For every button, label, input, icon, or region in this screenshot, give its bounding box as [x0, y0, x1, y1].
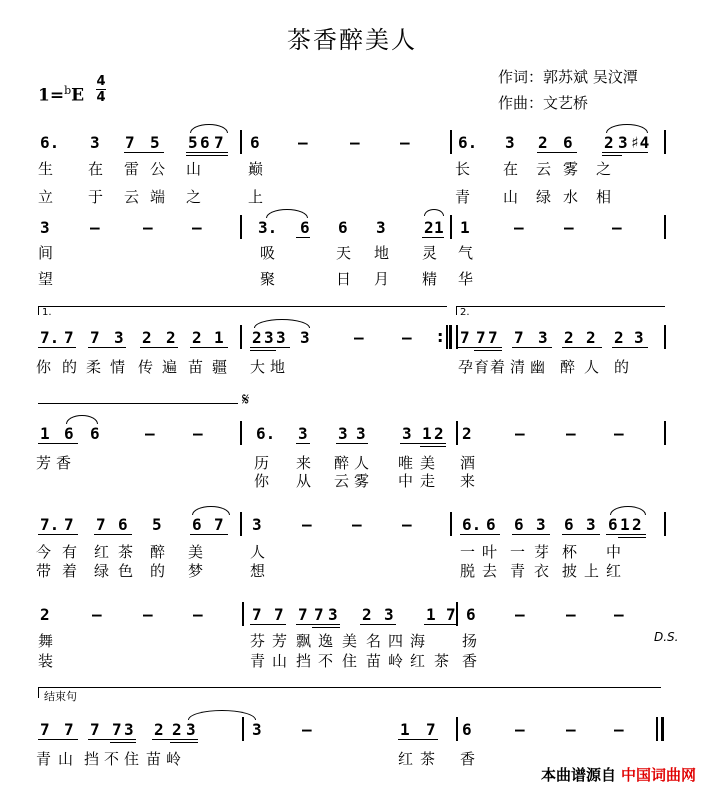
underline	[38, 347, 76, 348]
barline	[450, 130, 452, 154]
final-barline-thick	[661, 717, 664, 741]
lyrics-row-6-verse-2: 装 青 山 挡 不 住 苗 岭 红 茶 香	[38, 652, 478, 670]
underline	[250, 350, 276, 351]
barline	[664, 130, 666, 154]
underline	[38, 739, 78, 740]
score-row-7-notes: 7 7 7 7 3 2 2 3 3 – 1 7 6 – – –	[40, 720, 624, 739]
slur	[266, 209, 308, 218]
lyrics-row-5-verse-2: 带 着 绿 色 的 梦 想 脱 去 青 衣 披 上 红	[36, 562, 622, 580]
barline	[242, 602, 244, 626]
lyrics-row-7: 青 山 挡 不 住 苗 岭 红 茶 香	[36, 750, 476, 768]
score-row-2-notes: 3 – – – 3. 6 6 3 2 1 1 – – –	[40, 218, 622, 237]
underline	[140, 347, 178, 348]
score-row-5-notes: 7. 7 7 6 5 6 7 3 – – – 6. 6 6 3 6 3 6 1 2	[40, 515, 642, 534]
lyrics-row-3: 你 的 柔 情 传 遍 苗 疆 大 地 孕 育 着 清 幽 醉 人 的	[36, 358, 630, 376]
slur	[424, 209, 444, 216]
ending-bracket	[38, 687, 661, 698]
song-title: 茶香醉美人	[287, 26, 417, 54]
volta-1-bracket	[38, 306, 447, 315]
composer-credit: 作曲：文艺桥	[498, 94, 589, 112]
lyrics-row-2-verse-1: 间 吸 天 地 灵 气	[38, 244, 474, 262]
underline	[88, 347, 126, 348]
underline	[422, 237, 444, 238]
lyrics-row-1-verse-2: 立 于 云 端 之 上 青 山 绿 水 相	[38, 188, 612, 206]
ending-label: 结束句	[44, 690, 77, 703]
volta-1-label: 1.	[42, 307, 52, 318]
barline	[664, 215, 666, 239]
underline	[296, 237, 310, 238]
underline	[602, 152, 648, 153]
underline	[360, 624, 396, 625]
underline	[38, 443, 78, 444]
underline	[88, 739, 136, 740]
underline	[420, 446, 446, 447]
score-row-3-notes: 7. 7 7 3 2 2 2 1 2 3 3 3 – – 7 7 7 7 3 2 2 2 3	[40, 328, 644, 347]
repeat-barline	[446, 325, 448, 349]
barline	[456, 421, 458, 445]
barline	[240, 130, 242, 154]
underline	[474, 350, 502, 351]
underline	[336, 443, 368, 444]
underline	[562, 534, 600, 535]
barline	[242, 717, 244, 741]
underline	[296, 443, 310, 444]
underline	[460, 534, 500, 535]
lyrics-row-1-verse-1: 生 在 雷 公 山 巅 长 在 云 雾 之	[38, 160, 612, 178]
underline	[512, 534, 550, 535]
underline	[606, 534, 646, 535]
repeat-barline-thick	[449, 325, 452, 349]
lyricist-credit: 作词：郭苏斌 吴汶潭	[498, 68, 638, 86]
underline	[398, 739, 438, 740]
underline	[38, 534, 78, 535]
barline	[450, 215, 452, 239]
underline	[618, 537, 646, 538]
final-barline-thin	[656, 717, 658, 741]
slur	[190, 124, 228, 133]
key-signature: 1=$^b$E	[38, 84, 85, 106]
underline	[110, 742, 136, 743]
barline	[664, 512, 666, 536]
underline	[250, 624, 286, 625]
barline	[450, 512, 452, 536]
underline	[612, 347, 648, 348]
barline	[456, 325, 458, 349]
barline	[664, 325, 666, 349]
barline	[240, 512, 242, 536]
score-row-6-notes: 2 – – – 7 7 7 7 3 2 3 1 7 6 – – –	[40, 605, 624, 624]
underline	[312, 627, 340, 628]
lyrics-row-5-verse-1: 今 有 红 茶 醉 美 人 一 叶 一 芽 杯 中	[36, 543, 622, 561]
source-label: 本曲谱源自	[540, 766, 616, 784]
lyrics-row-4-verse-2: 你 从 云 雾 中 走 来	[254, 472, 476, 490]
repeat-dots: :	[437, 327, 444, 346]
underline	[186, 152, 228, 153]
lyrics-row-6-verse-1: 舞 芬 芳 飘 逸 美 名 四 海 扬	[38, 632, 478, 650]
underline	[400, 443, 446, 444]
slur	[192, 506, 230, 515]
barline	[240, 325, 242, 349]
site-link[interactable]: 中国词曲网	[620, 766, 696, 784]
slur	[254, 319, 310, 328]
underline	[424, 624, 458, 625]
underline	[190, 534, 228, 535]
underline	[190, 347, 228, 348]
underline	[152, 739, 198, 740]
segno-sign: 𝄋	[242, 390, 250, 410]
slur	[188, 710, 256, 720]
barline	[456, 602, 458, 626]
underline	[602, 155, 622, 156]
underline	[296, 624, 340, 625]
score-row-1-notes: 6. 3 7 5 5 6 7 6 – – – 6. 3 2 6 2 3 ♯4	[40, 133, 650, 152]
underline	[94, 534, 132, 535]
volta-2-label: 2.	[460, 307, 470, 318]
underline	[562, 347, 602, 348]
underline	[170, 742, 198, 743]
slur	[610, 506, 646, 515]
underline	[124, 152, 164, 153]
underline	[458, 347, 502, 348]
lyrics-row-2-verse-2: 望 聚 日 月 精 华	[38, 270, 474, 288]
barline	[240, 215, 242, 239]
score-row-4-notes: 1 6 6 – – 6. 3 3 3 3 1 2 2 – – –	[40, 424, 624, 443]
volta-2-bracket	[456, 306, 665, 315]
slur	[66, 415, 98, 424]
time-signature: 4 4	[96, 74, 106, 105]
barline	[240, 421, 242, 445]
barline	[664, 421, 666, 445]
underline	[512, 347, 552, 348]
underline	[250, 347, 290, 348]
slur	[606, 124, 648, 133]
lyrics-row-4-verse-1: 芳 香 历 来 醉 人 唯 美 酒	[36, 454, 476, 472]
divider-line	[38, 403, 238, 404]
underline	[537, 152, 577, 153]
underline	[186, 155, 228, 156]
dal-segno-marker: D.S.	[654, 630, 679, 644]
barline	[456, 717, 458, 741]
